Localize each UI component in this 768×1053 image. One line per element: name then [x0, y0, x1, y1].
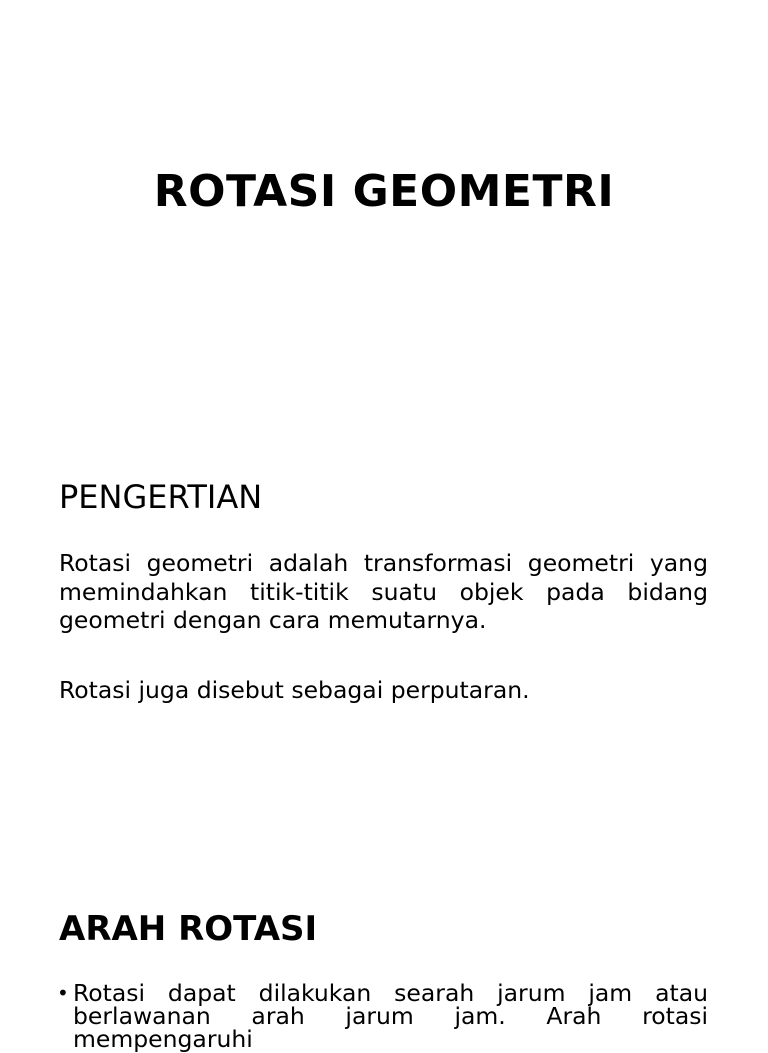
list-item [57, 979, 708, 1053]
bullet-icon: • [57, 981, 69, 1005]
bullet-text: Rotasi dapat dilakukan searah jarum jam atau berlawanan arah jarum jam. Arah rotasi mempengaruhi [73, 979, 708, 1053]
definition-heading: PENGERTIAN [59, 478, 263, 516]
bullet-list [57, 979, 708, 1053]
definition-note: Rotasi juga disebut sebagai perputaran. [59, 676, 530, 704]
direction-slide [0, 864, 768, 1053]
slide-title: ROTASI GEOMETRI [153, 166, 615, 217]
definition-slide [0, 432, 768, 864]
title-slide [0, 0, 768, 432]
definition-paragraph: Rotasi geometri adalah transformasi geometri yang memindahkan titik-titik suatu objek pada bidang geometri dengan cara memutarnya. [59, 549, 708, 634]
direction-heading: ARAH ROTASI [59, 909, 318, 949]
